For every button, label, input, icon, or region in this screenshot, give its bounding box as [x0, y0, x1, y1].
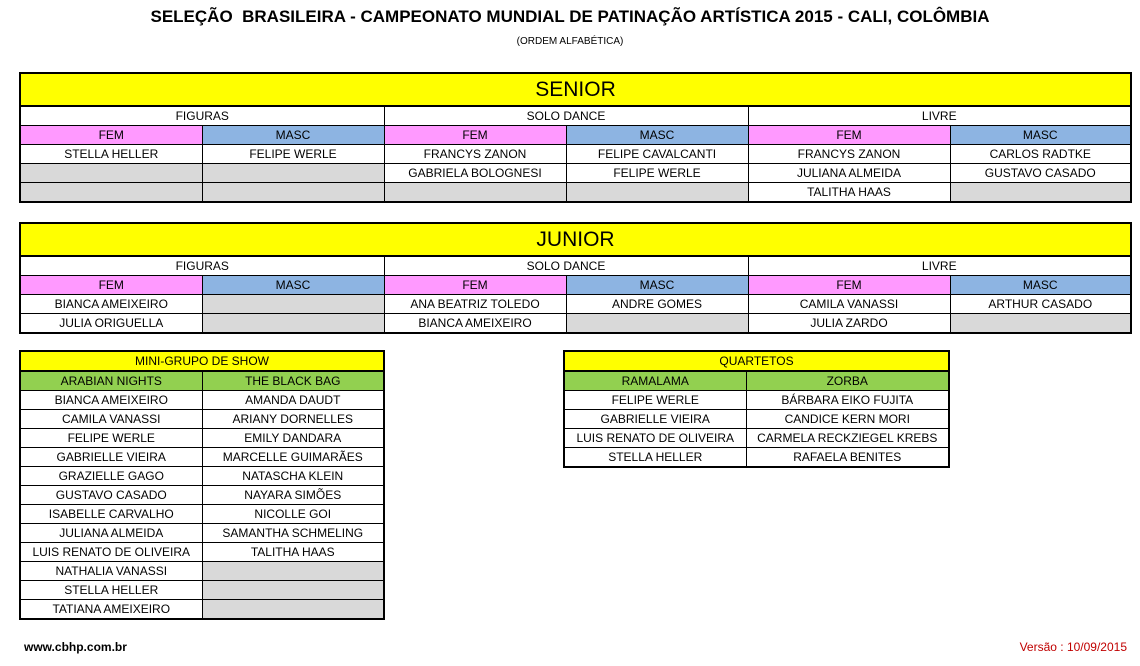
- member-cell: CARMELA RECKZIEGEL KREBS: [746, 429, 949, 448]
- table-row: [20, 600, 384, 620]
- fem-header: FEM: [384, 276, 566, 295]
- athlete-cell: FRANCYS ZANON: [748, 145, 950, 164]
- junior-category-solo-dance: SOLO DANCE: [384, 256, 748, 276]
- show-group-arabian-nights: ARABIAN NIGHTS: [20, 371, 202, 391]
- fem-header: FEM: [748, 126, 950, 145]
- senior-title: SENIOR: [20, 73, 1131, 106]
- table-row: [20, 164, 1131, 183]
- athlete-cell: ARTHUR CASADO: [950, 295, 1131, 314]
- empty-cell: [202, 314, 384, 334]
- empty-cell: [950, 314, 1131, 334]
- member-cell: GABRIELLE VIEIRA: [564, 410, 746, 429]
- table-row: [20, 448, 384, 467]
- member-cell: BIANCA AMEIXEIRO: [20, 391, 202, 410]
- junior-table: [19, 222, 1132, 334]
- junior-category-figuras: FIGURAS: [20, 256, 384, 276]
- athlete-cell: JULIA ORIGUELLA: [20, 314, 202, 334]
- empty-cell: [566, 314, 748, 334]
- member-cell: GUSTAVO CASADO: [20, 486, 202, 505]
- member-cell: NATHALIA VANASSI: [20, 562, 202, 581]
- senior-category-solo-dance: SOLO DANCE: [384, 106, 748, 126]
- show-rows: [20, 391, 384, 620]
- senior-category-figuras: FIGURAS: [20, 106, 384, 126]
- senior-category-livre: LIVRE: [748, 106, 1131, 126]
- junior-category-livre: LIVRE: [748, 256, 1131, 276]
- member-cell: STELLA HELLER: [20, 581, 202, 600]
- member-cell: TATIANA AMEIXEIRO: [20, 600, 202, 620]
- athlete-cell: FRANCYS ZANON: [384, 145, 566, 164]
- quartet-ramalama: RAMALAMA: [564, 371, 746, 391]
- athlete-cell: JULIANA ALMEIDA: [748, 164, 950, 183]
- quartets-table: [563, 350, 950, 468]
- quartets-title: QUARTETOS: [564, 351, 949, 371]
- fem-header: FEM: [20, 126, 202, 145]
- table-row: [20, 295, 1131, 314]
- member-cell: TALITHA HAAS: [202, 543, 384, 562]
- empty-cell: [202, 600, 384, 620]
- athlete-cell: FELIPE WERLE: [202, 145, 384, 164]
- table-row: [20, 467, 384, 486]
- fem-header: FEM: [384, 126, 566, 145]
- page-title: SELEÇÃO BRASILEIRA - CAMPEONATO MUNDIAL DE PATINAÇÃO ARTÍSTICA 2015 - CALI, COLÔMBIA: [150, 7, 990, 26]
- empty-cell: [202, 581, 384, 600]
- empty-cell: [20, 183, 202, 203]
- quartet-zorba: ZORBA: [746, 371, 949, 391]
- athlete-cell: TALITHA HAAS: [748, 183, 950, 203]
- fem-header: FEM: [748, 276, 950, 295]
- show-title: MINI-GRUPO DE SHOW: [20, 351, 384, 371]
- quartets-rows: [564, 391, 949, 468]
- table-row: [20, 145, 1131, 164]
- member-cell: EMILY DANDARA: [202, 429, 384, 448]
- table-row: [20, 581, 384, 600]
- table-row: [20, 543, 384, 562]
- member-cell: BÁRBARA EIKO FUJITA: [746, 391, 949, 410]
- member-cell: CAMILA VANASSI: [20, 410, 202, 429]
- member-cell: ARIANY DORNELLES: [202, 410, 384, 429]
- table-row: [20, 486, 384, 505]
- masc-header: MASC: [950, 276, 1131, 295]
- masc-header: MASC: [566, 276, 748, 295]
- member-cell: NATASCHA KLEIN: [202, 467, 384, 486]
- athlete-cell: CARLOS RADTKE: [950, 145, 1131, 164]
- member-cell: JULIANA ALMEIDA: [20, 524, 202, 543]
- athlete-cell: BIANCA AMEIXEIRO: [384, 314, 566, 334]
- member-cell: ISABELLE CARVALHO: [20, 505, 202, 524]
- table-row: [20, 410, 384, 429]
- empty-cell: [202, 183, 384, 203]
- table-row: [20, 314, 1131, 334]
- table-row: [564, 429, 949, 448]
- member-cell: FELIPE WERLE: [564, 391, 746, 410]
- masc-header: MASC: [950, 126, 1131, 145]
- empty-cell: [20, 164, 202, 183]
- member-cell: NICOLLE GOI: [202, 505, 384, 524]
- table-row: [20, 183, 1131, 203]
- table-row: [20, 524, 384, 543]
- show-table: [19, 350, 385, 620]
- masc-header: MASC: [202, 276, 384, 295]
- masc-header: MASC: [202, 126, 384, 145]
- member-cell: CANDICE KERN MORI: [746, 410, 949, 429]
- table-row: [564, 410, 949, 429]
- empty-cell: [384, 183, 566, 203]
- athlete-cell: GUSTAVO CASADO: [950, 164, 1131, 183]
- member-cell: GABRIELLE VIEIRA: [20, 448, 202, 467]
- athlete-cell: FELIPE CAVALCANTI: [566, 145, 748, 164]
- athlete-cell: STELLA HELLER: [20, 145, 202, 164]
- table-row: [20, 505, 384, 524]
- athlete-cell: JULIA ZARDO: [748, 314, 950, 334]
- athlete-cell: ANA BEATRIZ TOLEDO: [384, 295, 566, 314]
- page-subtitle: (ORDEM ALFABÉTICA): [516, 36, 624, 47]
- show-group-the-black-bag: THE BLACK BAG: [202, 371, 384, 391]
- table-row: [20, 391, 384, 410]
- member-cell: LUIS RENATO DE OLIVEIRA: [564, 429, 746, 448]
- empty-cell: [202, 164, 384, 183]
- member-cell: SAMANTHA SCHMELING: [202, 524, 384, 543]
- athlete-cell: ANDRE GOMES: [566, 295, 748, 314]
- empty-cell: [950, 183, 1131, 203]
- member-cell: GRAZIELLE GAGO: [20, 467, 202, 486]
- website-link[interactable]: www.cbhp.com.br: [24, 640, 127, 654]
- senior-table: [19, 72, 1132, 203]
- member-cell: MARCELLE GUIMARÃES: [202, 448, 384, 467]
- table-row: [564, 391, 949, 410]
- table-row: [564, 448, 949, 468]
- junior-title: JUNIOR: [20, 223, 1131, 256]
- athlete-cell: GABRIELA BOLOGNESI: [384, 164, 566, 183]
- empty-cell: [566, 183, 748, 203]
- athlete-cell: CAMILA VANASSI: [748, 295, 950, 314]
- table-row: [20, 429, 384, 448]
- member-cell: NAYARA SIMÕES: [202, 486, 384, 505]
- version-label: Versão : 10/09/2015: [1019, 640, 1127, 654]
- member-cell: FELIPE WERLE: [20, 429, 202, 448]
- member-cell: STELLA HELLER: [564, 448, 746, 468]
- member-cell: AMANDA DAUDT: [202, 391, 384, 410]
- table-row: [20, 562, 384, 581]
- masc-header: MASC: [566, 126, 748, 145]
- athlete-cell: BIANCA AMEIXEIRO: [20, 295, 202, 314]
- athlete-cell: FELIPE WERLE: [566, 164, 748, 183]
- fem-header: FEM: [20, 276, 202, 295]
- member-cell: LUIS RENATO DE OLIVEIRA: [20, 543, 202, 562]
- member-cell: RAFAELA BENITES: [746, 448, 949, 468]
- empty-cell: [202, 562, 384, 581]
- empty-cell: [202, 295, 384, 314]
